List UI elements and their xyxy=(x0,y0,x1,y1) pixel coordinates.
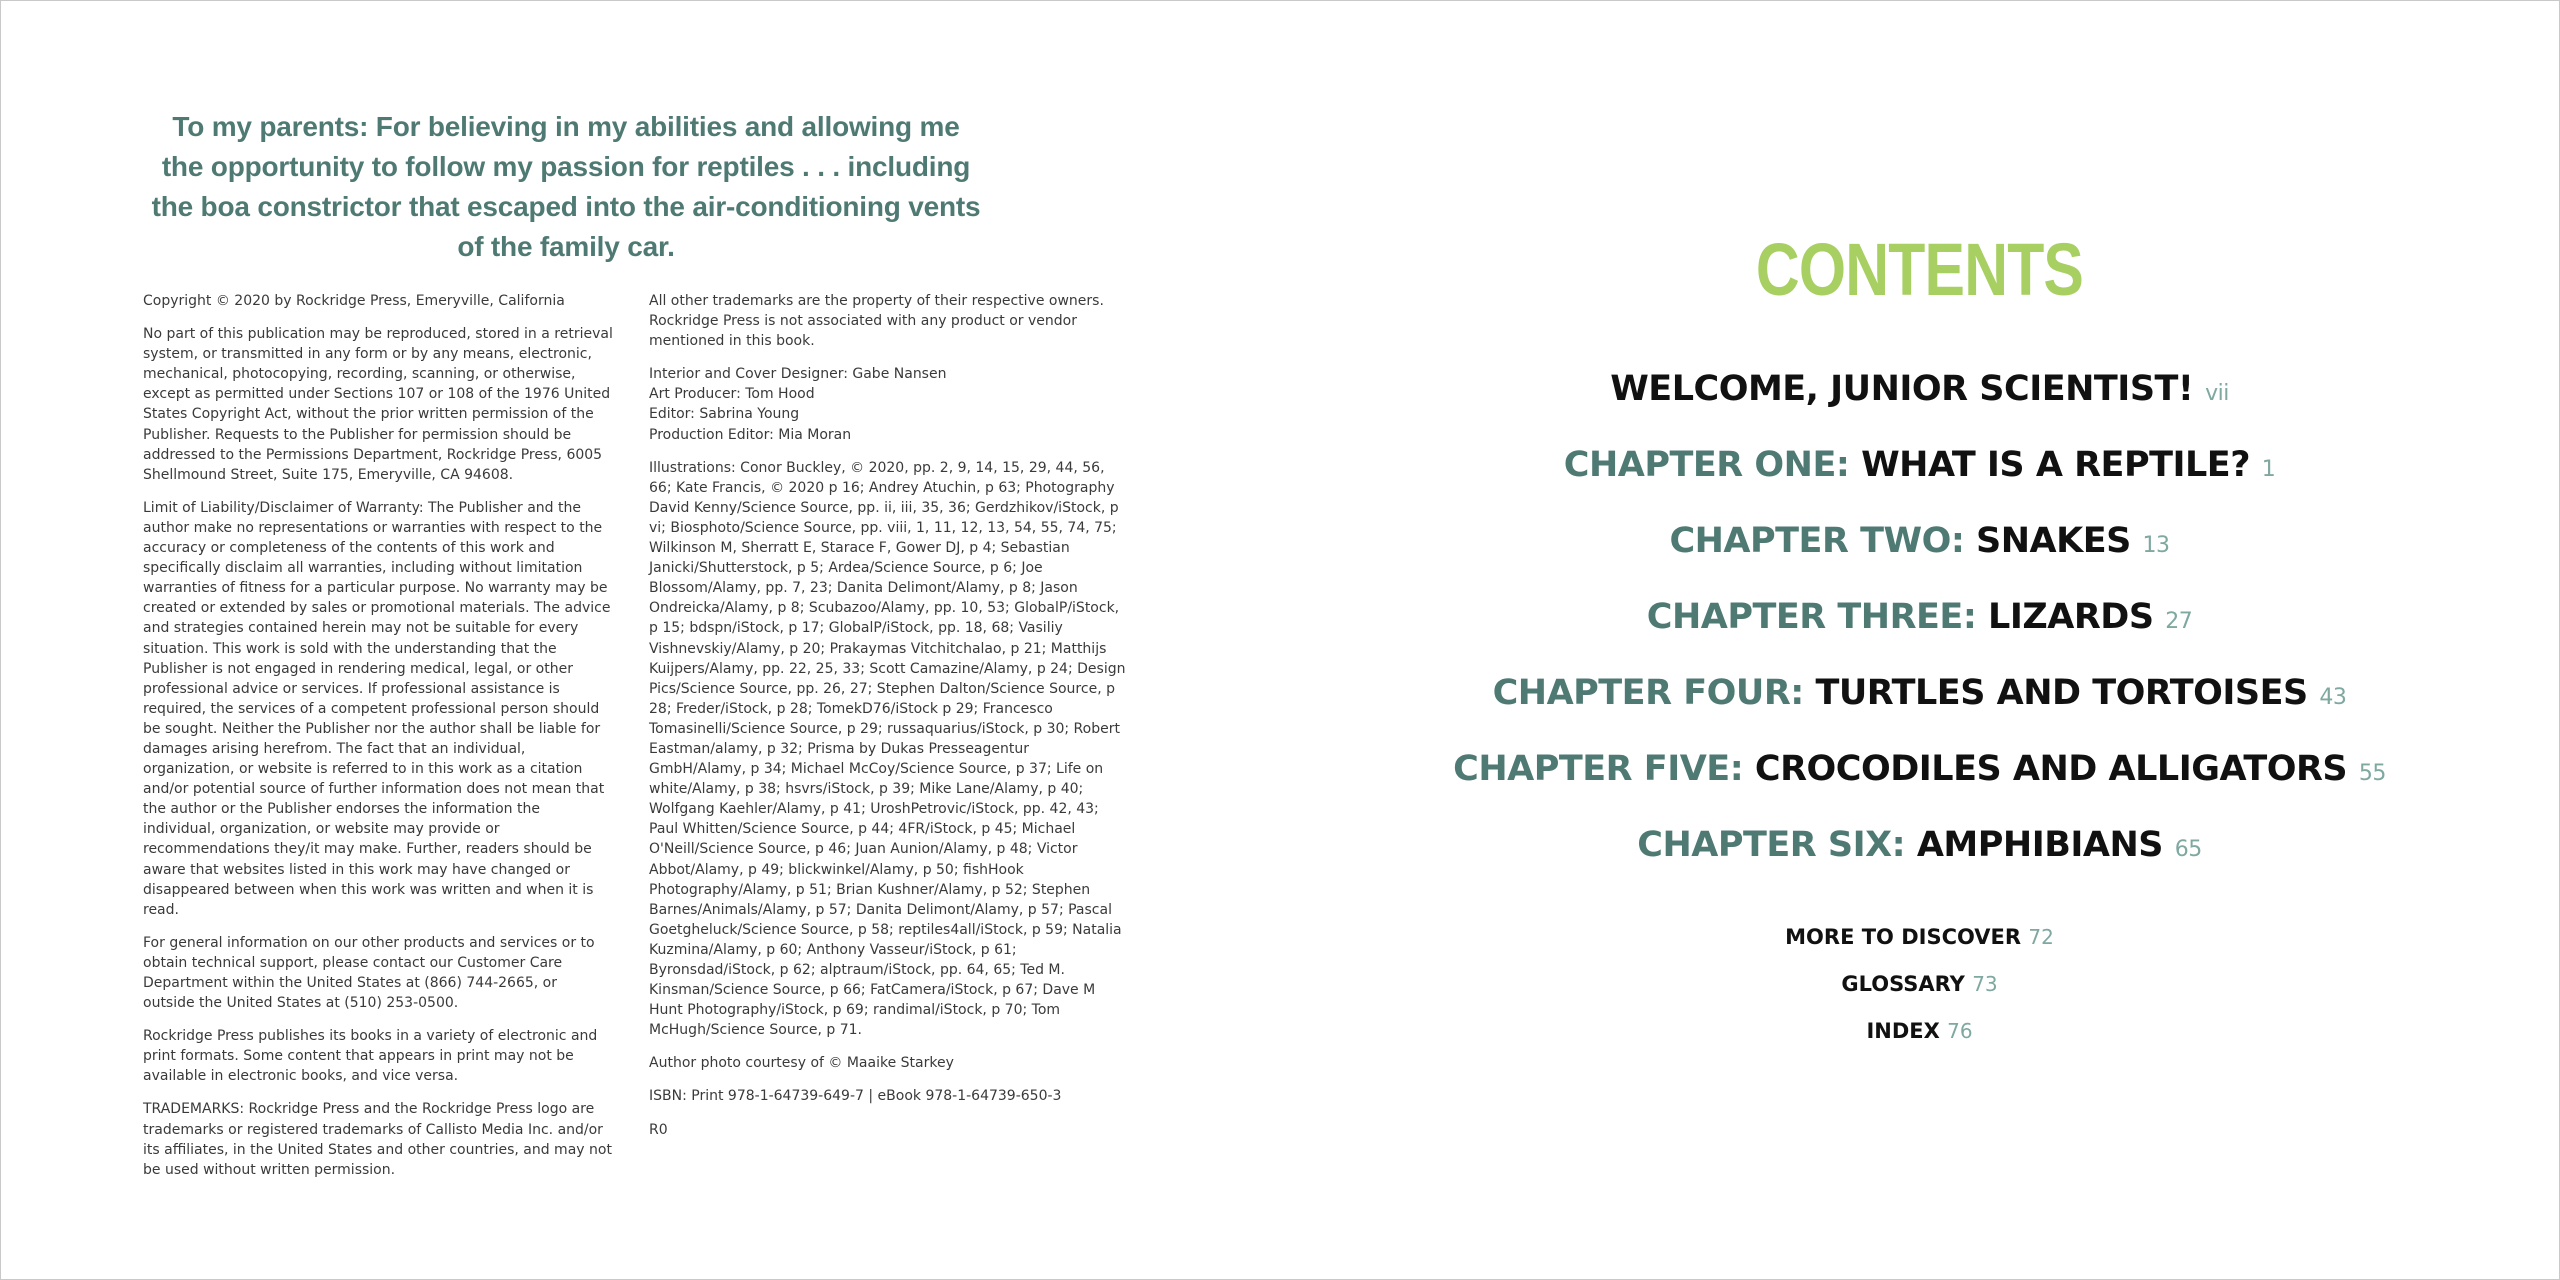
chapter-label: CHAPTER SIX: xyxy=(1637,825,1906,865)
back-matter-list xyxy=(1280,919,2559,1060)
toc-entry-chapter-three[interactable] xyxy=(1280,591,2559,667)
chapter-page-number: 27 xyxy=(2165,609,2193,634)
warranty-disclaimer: Limit of Liability/Disclaimer of Warranty: The Publisher and the author make no representations or warranties with respect to the accuracy or completeness of the contents of this work and specifically disclaim all warranties, including without limitation warranties of fitness for a particular purpose. No warranty may be created or extended by sales or promotional materials. The advice and strategies contained herein may not be suitable for every situation. This work is sold with the understanding that the Publisher is not engaged in rendering medical, legal, or other professional advice or services. If professional assistance is required, the services of a competent professional person should be sought. Neither the Publisher nor the author shall be liable for damages arising herefrom. The fact that an individual, organization, or website is referred to in this work as a citation and/or potential source of further information does not mean that the author or the Publisher endorses the information the individual, organization, or website may provide or recommendations they/it may make. Further, readers should be aware that websites listed in this work may have changed or disappeared between when this work was written and when it is read. xyxy=(143,499,611,918)
toc-entry-chapter-five[interactable] xyxy=(1280,743,2559,819)
isbn: ISBN: Print 978-1-64739-649-7 | eBook 978-1-64739-650-3 xyxy=(649,1088,1062,1105)
entry-page-number: 72 xyxy=(2028,925,2054,949)
chapter-title: WELCOME, JUNIOR SCIENTIST! xyxy=(1610,369,2194,409)
toc-entry-index[interactable] xyxy=(1280,1013,2559,1060)
printing-code: R0 xyxy=(649,1121,668,1138)
chapter-list xyxy=(1280,363,2559,895)
toc-entry-chapter-one[interactable] xyxy=(1280,439,2559,515)
contents-title: CONTENTS xyxy=(1755,228,2084,311)
copyright-column-2 xyxy=(649,291,1127,1153)
chapter-label: CHAPTER THREE: xyxy=(1646,597,1977,637)
entry-title: MORE TO DISCOVER xyxy=(1785,925,2022,949)
chapter-page-number: 43 xyxy=(2319,685,2347,710)
chapter-page-number: 1 xyxy=(2261,457,2276,482)
chapter-title: WHAT IS A REPTILE? xyxy=(1861,445,2251,485)
chapter-title: AMPHIBIANS xyxy=(1916,825,2164,865)
chapter-title: LIZARDS xyxy=(1988,597,2154,637)
chapter-page-number: 65 xyxy=(2174,837,2202,862)
toc-entry-chapter-two[interactable] xyxy=(1280,515,2559,591)
entry-title: INDEX xyxy=(1866,1019,1940,1043)
toc-entry-chapter-six[interactable] xyxy=(1280,819,2559,895)
copyright-page xyxy=(1,1,1279,1279)
chapter-title: SNAKES xyxy=(1976,521,2131,561)
entry-title: GLOSSARY xyxy=(1841,972,1965,996)
chapter-label: CHAPTER TWO: xyxy=(1669,521,1965,561)
chapter-label: CHAPTER FOUR: xyxy=(1492,673,1804,713)
credits-staff: Interior and Cover Designer: Gabe Nansen Art Producer: Tom Hood Editor: Sabrina Young Production Editor: Mia Moran xyxy=(649,366,947,443)
entry-page-number: 76 xyxy=(1947,1019,1973,1043)
chapter-title: CROCODILES AND ALLIGATORS xyxy=(1754,749,2348,789)
contents-page xyxy=(1280,1,2559,1279)
author-photo-credit: Author photo courtesy of © Maaike Starkey xyxy=(649,1055,954,1072)
chapter-page-number: 13 xyxy=(2142,533,2170,558)
reproduction-notice: No part of this publication may be reproduced, stored in a retrieval system, or transmitted in any form or by any means, electronic, mechanical, photocopying, recording, scanning, or otherwise, except as permitted under Sections 107 or 108 of the 1976 United States Copyright Act, without the prior written permission of the Publisher. Requests to the Publisher for permission should be addressed to the Permissions Department, Rockridge Press, 6005 Shellmound Street, Suite 175, Emeryville, CA 94608. xyxy=(143,326,613,483)
chapter-label: CHAPTER ONE: xyxy=(1563,445,1850,485)
chapter-page-number: 55 xyxy=(2358,761,2386,786)
toc-entry-more-to-discover[interactable] xyxy=(1280,919,2559,966)
toc-entry-chapter-four[interactable] xyxy=(1280,667,2559,743)
other-trademarks: All other trademarks are the property of their respective owners. Rockridge Press is not associated with any product or vendor mentioned in this book. xyxy=(649,293,1104,350)
copyright-column-1 xyxy=(143,291,613,1193)
chapter-title: TURTLES AND TORTOISES xyxy=(1815,673,2308,713)
dedication: To my parents: For believing in my abilities and allowing me the opportunity to follow my passion for reptiles . . . including the boa constrictor that escaped into the air-conditioning vents of the family car. xyxy=(151,111,981,262)
toc-entry-welcome[interactable] xyxy=(1280,363,2559,439)
copyright-line: Copyright © 2020 by Rockridge Press, Emeryville, California xyxy=(143,293,565,309)
toc-entry-glossary[interactable] xyxy=(1280,966,2559,1013)
trademarks-notice: TRADEMARKS: Rockridge Press and the Rockridge Press logo are trademarks or registered trademarks of Callisto Media Inc. and/or its affiliates, in the United States and other countries, and may not be used without written permission. xyxy=(143,1101,612,1178)
chapter-page-number: vii xyxy=(2205,381,2229,406)
formats-notice: Rockridge Press publishes its books in a variety of electronic and print formats. Some content that appears in print may not be available in electronic books, and vice versa. xyxy=(143,1028,598,1085)
chapter-label: CHAPTER FIVE: xyxy=(1453,749,1744,789)
illustration-credits: Illustrations: Conor Buckley, © 2020, pp. 2, 9, 14, 15, 29, 44, 56, 66; Kate Francis, © 2020 p 16; Andrey Atuchin, p 63; Photography David Kenny/Science Source, pp. ii, iii, 35, 36; Gerdzhikov/iStock, p vi; Biosphoto/Science Source, pp. viii, 1, 11, 12, 13, 54, 55, 74, 75; Wilkinson M, Sherratt E, Starace F, Gower DJ, p 4; Sebastian Janicki/Shutterstock, p 5; Ardea/Science Source, p 6; Joe Blossom/Alamy, pp. 7, 23; Danita Delimont/Alamy, p 8; Jason Ondreicka/Alamy, p 8; Scubazoo/Alamy, pp. 10, 53; GlobalP/iStock, p 15; bdspn/iStock, p 17; GlobalP/iStock, pp. 18, 68; Vasiliy Vishnevskiy/Alamy, p 20; Prakaymas Vitchitchalao, p 21; Matthijs Kuijpers/Alamy, pp. 22, 25, 33; Scott Camazine/Alamy, p 24; Design Pics/Science Source, pp. 26, 27; Stephen Dalton/Science Source, p 28; Freder/iStock, p 28; TomekD76/iStock p 29; Francesco Tomasinelli/Science Source, p 29; russaquarius/iStock, p 30; Robert Eastman/alamy, p 32; Prisma by Dukas Presseagentur GmbH/Alamy, p 34; Michael McCoy/Science Source, p 37; Life on white/Alamy, p 38; hsvrs/iStock, p 39; Mike Lane/Alamy, p 40; Wolfgang Kaehler/Alamy, p 41; UroshPetrovic/iStock, pp. 42, 43; Paul Whitten/Science Source, p 44; 4FR/iStock, p 45; Michael O'Neill/Science Source, p 46; Juan Aunion/Alamy, p 48; Victor Abbot/Alamy, p 49; blickwinkel/Alamy, p 50; fishHook Photography/Alamy, p 51; Brian Kushner/Alamy, p 52; Stephen Barnes/Animals/Alamy, p 57; Danita Delimont/Alamy, p 57; Pascal Goetgheluck/Science Source, p 58; reptiles4all/iStock, p 59; Natalia Kuzmina/Alamy, p 60; Anthony Vasseur/iStock, p 61; Byronsdad/iStock, p 62; alptraum/iStock, pp. 64, 65; Ted M. Kinsman/Science Source, p 66; FatCamera/iStock, p 67; Dave M Hunt Photography/iStock, p 69; randimal/iStock, p 70; Tom McHugh/Science Source, p 71. xyxy=(649,459,1126,1039)
customer-care-info: For general information on our other products and services or to obtain technical support, please contact our Customer Care Department within the United States at (866) 744-2665, or outside the United States at (510) 253-0500. xyxy=(143,934,595,1012)
entry-page-number: 73 xyxy=(1972,972,1998,996)
